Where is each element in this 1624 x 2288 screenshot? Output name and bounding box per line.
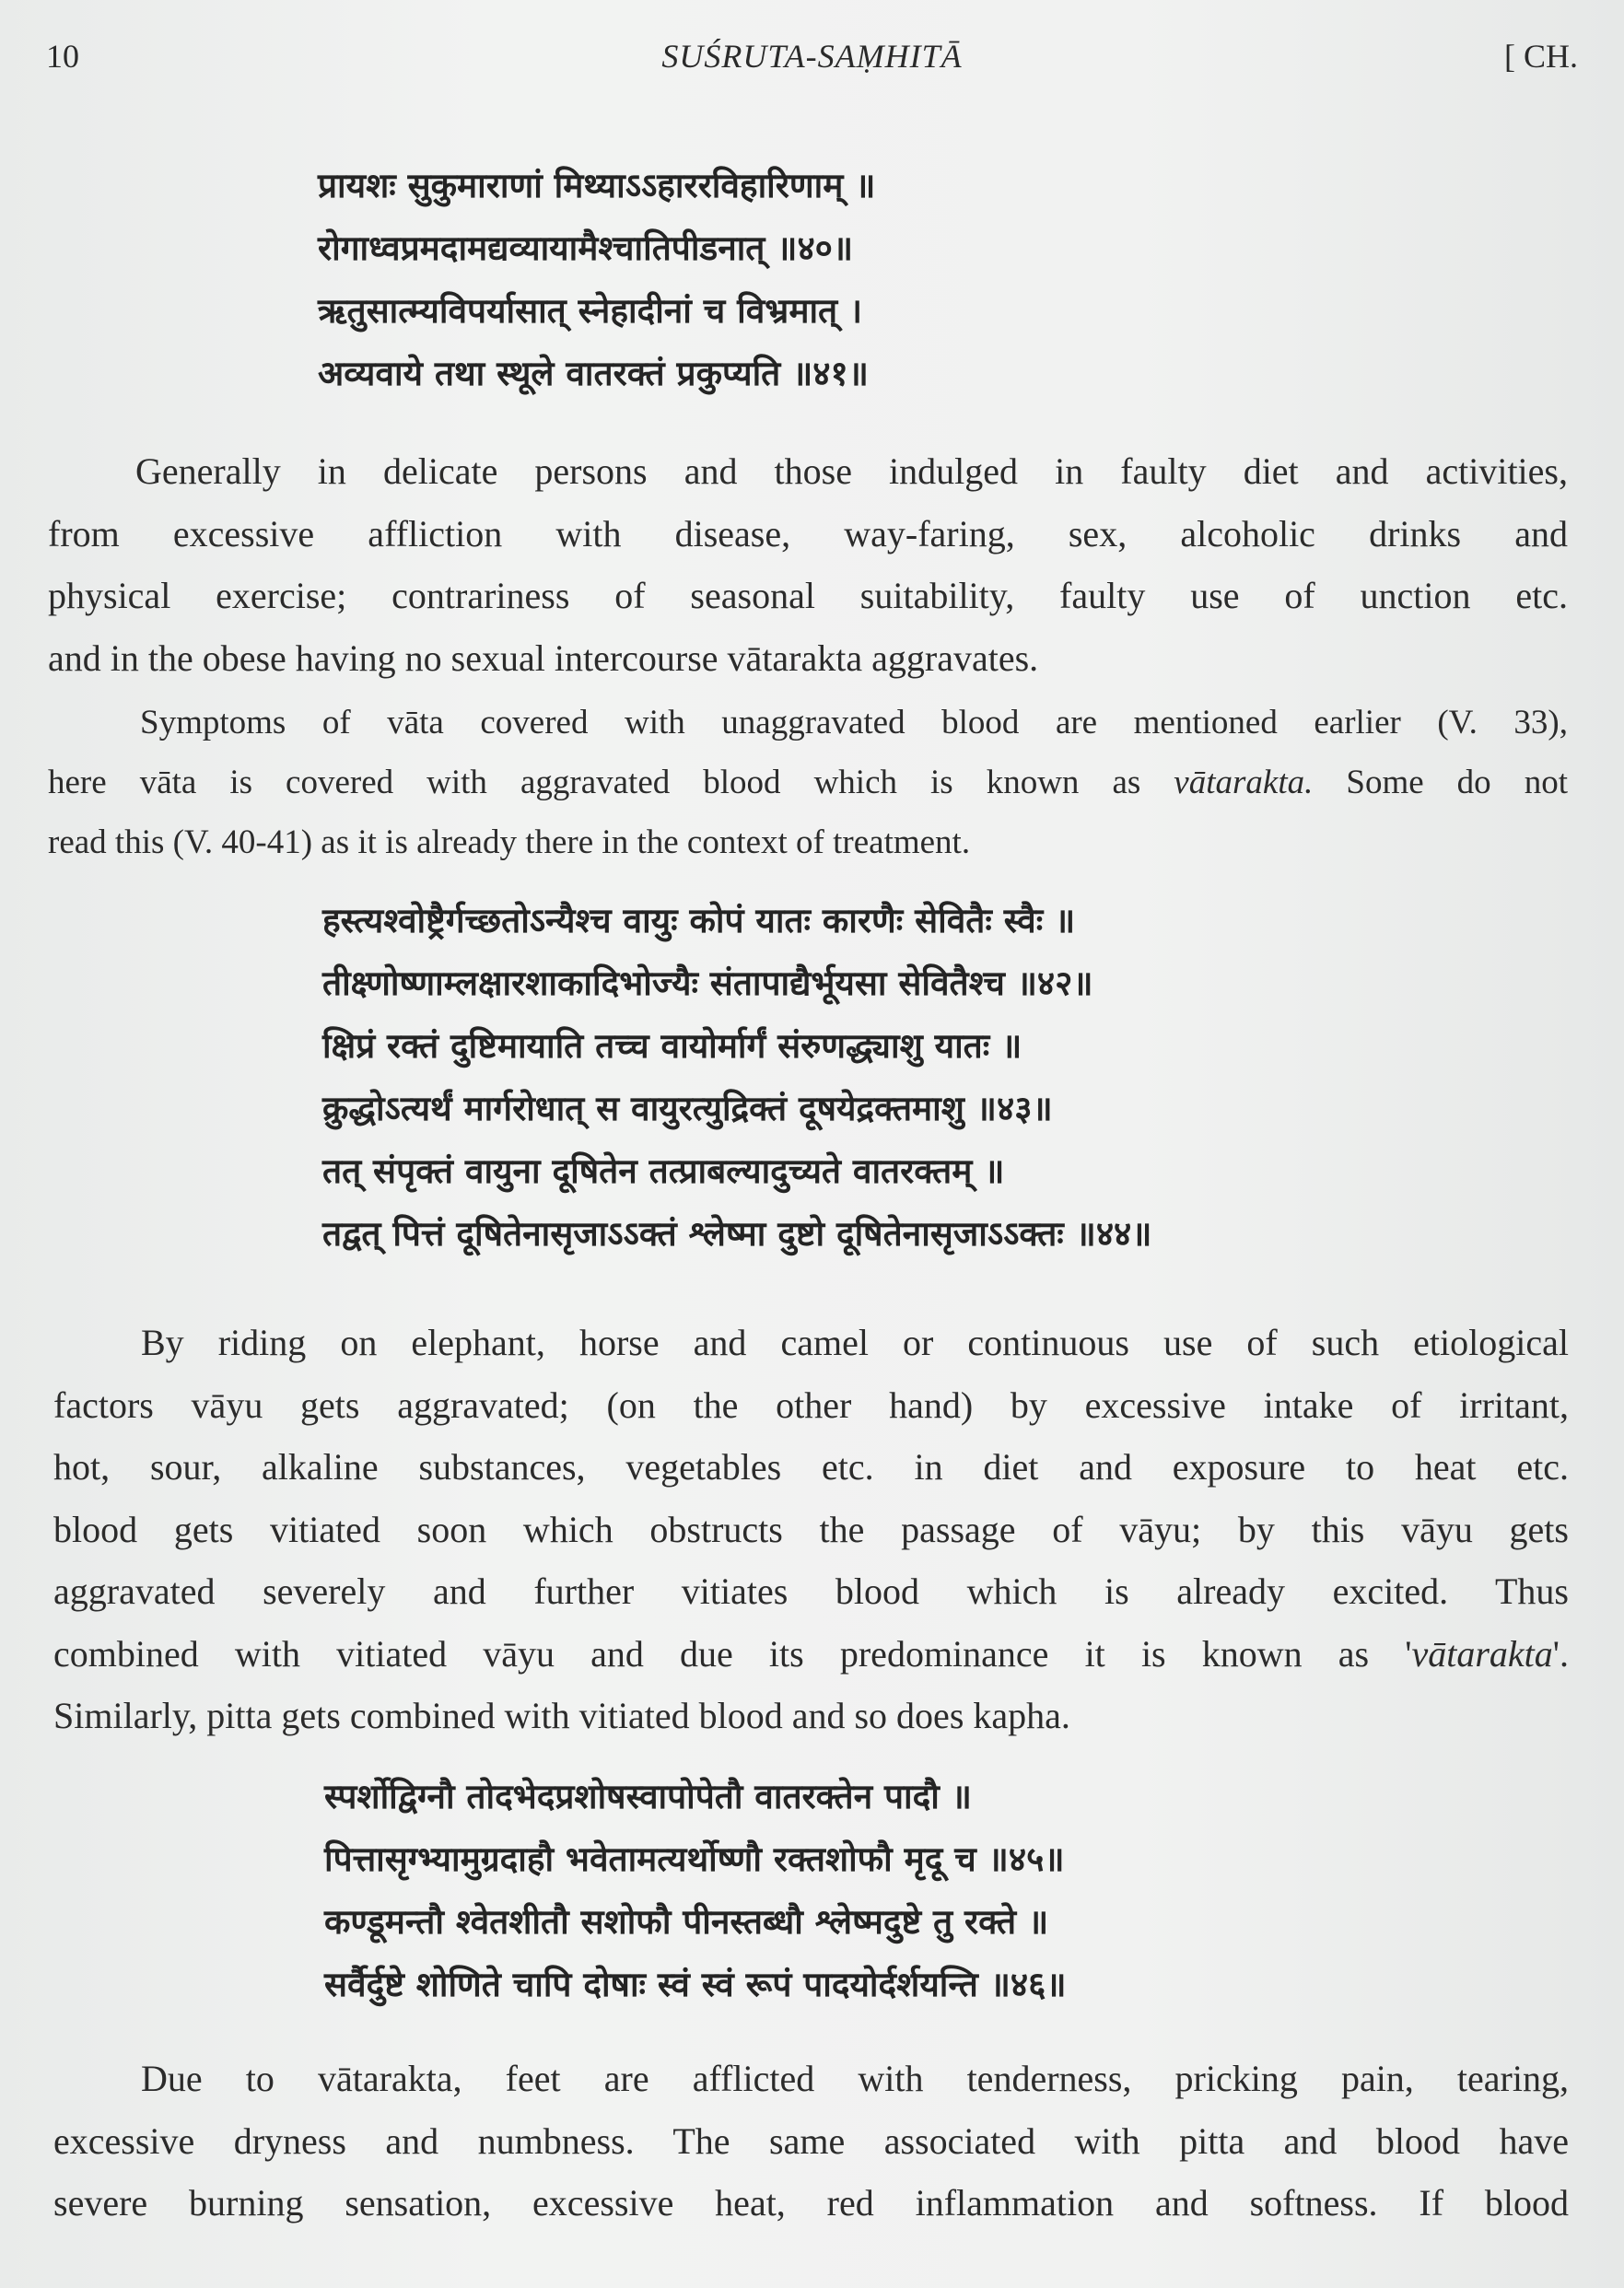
paragraph-line: Similarly, pitta gets combined with vitiated blood and so does kapha. <box>53 1695 1070 1736</box>
paragraph-line: hot, sour, alkaline substances, vegetables etc. in diet and exposure to heat etc. <box>53 1446 1569 1488</box>
translation-paragraph-2: By riding on elephant, horse and camel or continuous use of such etiological factors vāyu gets aggravated; (on the other hand) by excessive intake of irritant, hot, sour, alkaline substances, vegetables etc. in diet and exposure to heat etc. blood gets vitiated soon which obstructs the passage of vāyu; by this vāyu gets aggravated severely and further vitiates blood which is already excited. Thus combined with vitiated vāyu and due its predominance it is known as 'vātarakta'. Similarly, pitta gets combined with vitiated blood and so does kapha. <box>53 1312 1569 1747</box>
verse-line: हस्त्यश्वोष्ट्रैर्गच्छतोऽन्यैश्च वायुः कोपं यातः कारणैः सेवितैः स्वैः ॥ <box>322 901 1076 940</box>
translation-paragraph-3 <box>53 2048 1569 2235</box>
paragraph-line: physical exercise; contrariness of seasonal suitability, faulty use of unction etc. <box>48 575 1568 616</box>
paragraph-line: factors vāyu gets aggravated; (on the other hand) by excessive intake of irritant, <box>53 1383 1569 1426</box>
verse-line: तत् संपृक्तं वायुना दूषितेन तत्प्राबल्यादुच्यते वातरक्तम् ॥ <box>322 1151 1005 1191</box>
term-vatarakta: vātarakta. <box>1174 764 1314 801</box>
translation-paragraph-1 <box>48 440 1568 689</box>
term-vatarakta: vātarakta <box>1411 1632 1553 1675</box>
sanskrit-verse-block-42-44 <box>322 890 1151 1266</box>
paragraph-line: from excessive affliction with disease, way-faring, sex, alcoholic drinks and <box>48 512 1568 554</box>
paragraph-line: By riding on elephant, horse and camel or continuous use of such etiological <box>141 1322 1569 1363</box>
verse-line: सर्वैर्दुष्टे शोणिते चापि दोषाः स्वं स्वं रूपं पादयोर्दर्शयन्ति ॥४६॥ <box>324 1965 1067 2004</box>
paragraph-line: blood gets vitiated soon which obstructs the passage of vāyu; by this vāyu gets <box>53 1508 1569 1550</box>
verse-line: क्षिप्रं रक्तं दुष्टिमायाति तच्च वायोर्मार्गं संरुणद्ध्याशु यातः ॥ <box>322 1026 1022 1066</box>
verse-line: तद्वत् पित्तं दूषितेनासृजाऽऽक्तं श्लेष्मा दुष्टो दूषितेनासृजाऽऽक्तः ॥४४॥ <box>322 1214 1152 1254</box>
paragraph-line: and in the obese having no sexual intercourse vātarakta aggravates. <box>48 636 1039 679</box>
sanskrit-verse-block-40-41 <box>318 155 875 405</box>
paragraph-line: aggravated severely and further vitiates blood which is already excited. Thus <box>53 1570 1569 1612</box>
verse-line: प्रायशः सुकुमाराणां मिथ्याऽऽहाररविहारिणाम् ॥ <box>318 166 876 205</box>
verse-line: स्पर्शोद्विग्नौ तोदभेदप्रशोषस्वापोपेतौ वातरक्तेन पादौ ॥ <box>324 1777 972 1816</box>
book-title: SUŚRUTA-SAṂHITĀ <box>661 38 963 75</box>
verse-line: अव्यवाये तथा स्थूले वातरक्तं प्रकुप्यति ॥४१॥ <box>318 354 869 393</box>
running-head <box>46 37 1578 83</box>
verse-line: रोगाध्वप्रमदामद्यव्यायामैश्चातिपीडनात् ॥४०॥ <box>318 228 854 268</box>
paragraph-line: Generally in delicate persons and those indulged in faulty diet and activities, <box>135 450 1568 492</box>
verse-line: तीक्ष्णोष्णाम्लक्षारशाकादिभोज्यैः संतापाद्यैर्भूयसा सेवितैश्च ॥४२॥ <box>322 963 1093 1003</box>
paragraph-line: severe burning sensation, excessive heat, red inflammation and softness. If blood <box>53 2182 1569 2224</box>
verse-line: कण्डूमन्तौ श्वेतशीतौ सशोफौ पीनस्तब्धौ श्लेष्मदुष्टे तु रक्ते ॥ <box>324 1902 1049 1942</box>
verse-line: ऋतुसात्म्यविपर्यासात् स्नेहादीनां च विभ्रमात् । <box>318 291 863 331</box>
commentary-paragraph: Symptoms of vāta covered with unaggravated blood are mentioned earlier (V. 33), here vāta is covered with aggravated blood which is known as vātarakta. Some do not read this (V. 40-41) as it is already there in the context of treatment. <box>48 693 1568 872</box>
paragraph-line: Due to vātarakta, feet are afflicted with tenderness, pricking pain, tearing, <box>141 2058 1569 2099</box>
paragraph-line: excessive dryness and numbness. The same associated with pitta and blood have <box>53 2119 1569 2162</box>
paragraph-line: read this (V. 40-41) as it is already there in the context of treatment. <box>48 823 971 861</box>
verse-line: क्रुद्धोऽत्यर्थं मार्गरोधात् स वायुरत्युद्रिक्तं दूषयेद्रक्तमाशु ॥४३॥ <box>322 1089 1053 1128</box>
sanskrit-verse-block-45-46 <box>324 1766 1067 2016</box>
page-number: 10 <box>46 38 79 75</box>
paragraph-line: Symptoms of vāta covered with unaggravated blood are mentioned earlier (V. 33), <box>140 704 1568 741</box>
chapter-label: [ CH. <box>1504 38 1578 75</box>
verse-line: पित्तासृग्भ्यामुग्रदाहौ भवेतामत्यर्थोष्णौ रक्तशोफौ मृदू च ॥४५॥ <box>324 1839 1065 1879</box>
